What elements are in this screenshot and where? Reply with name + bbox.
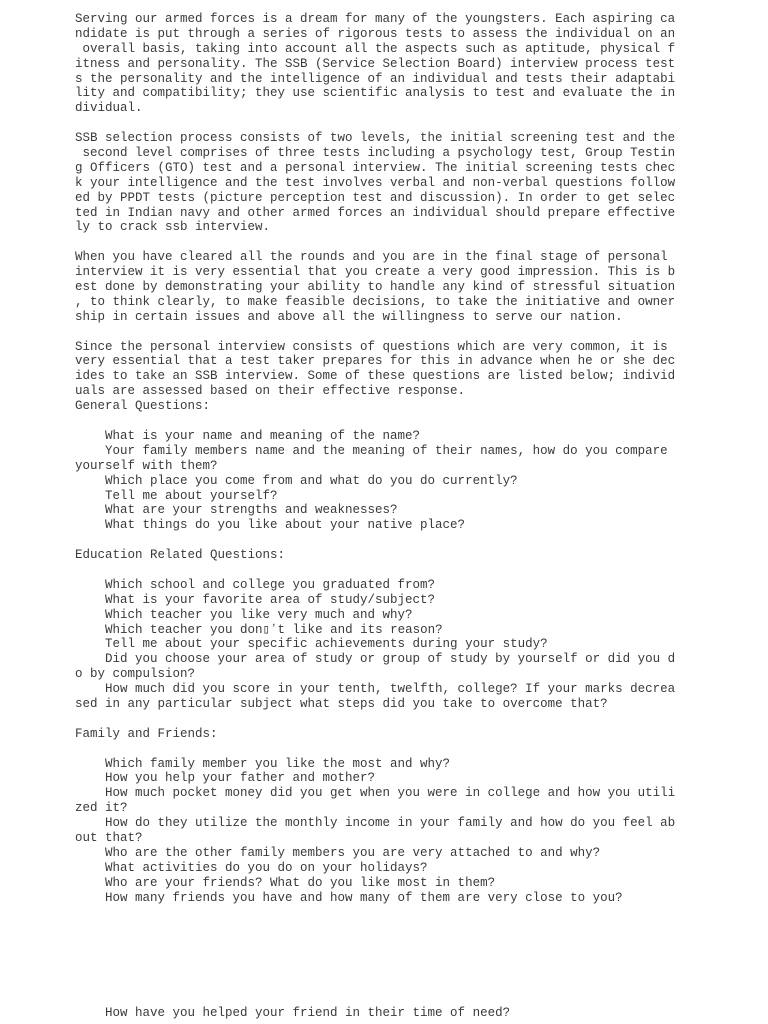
paragraph-gap: [75, 742, 675, 757]
paragraph-gap: [75, 712, 675, 727]
document-line: What is your favorite area of study/subject?: [75, 592, 436, 607]
document-line: sed in any particular subject what steps did you take to overcome that?: [75, 696, 608, 711]
paragraph-gap: [75, 533, 675, 548]
document-line: ship in certain issues and above all the willingness to serve our nation.: [75, 309, 623, 324]
document-line: uals are assessed based on their effective response.: [75, 384, 466, 399]
document-line: Tell me about yourself?: [75, 488, 278, 503]
document-line: ides to take an SSB interview. Some of these questions are listed below; individ: [75, 369, 676, 384]
document-body: [75, 12, 675, 905]
document-line: o by compulsion?: [75, 667, 196, 682]
paragraph-gap: [75, 563, 675, 578]
document-line: s the personality and the intelligence of an individual and tests their adaptabi: [75, 71, 676, 86]
document-line: What is your name and meaning of the name?: [75, 428, 421, 443]
document-line: very essential that a test taker prepares for this in advance when he or she dec: [75, 354, 676, 369]
document-line: Tell me about your specific achievements during your study?: [75, 637, 548, 652]
document-line-bottom: How have you helped your friend in their time of need?: [75, 1006, 511, 1020]
document-line: How many friends you have and how many of them are very close to you?: [75, 890, 623, 905]
document-line: Your family members name and the meaning of their names, how do you compare: [75, 443, 668, 458]
paragraph-gap: [75, 414, 675, 429]
document-line: lity and compatibility; they use scientific analysis to test and evaluate the in: [75, 86, 676, 101]
document-line: ed by PPDT tests (picture perception test and discussion). In order to get selec: [75, 190, 676, 205]
paragraph-gap: [75, 235, 675, 250]
document-line: When you have cleared all the rounds and you are in the final stage of personal: [75, 250, 668, 265]
document-line: est done by demonstrating your ability to handle any kind of stressful situation: [75, 280, 676, 295]
document-line: ndidate is put through a series of rigorous tests to assess the individual on an: [75, 26, 676, 41]
document-line: g Officers (GTO) test and a personal interview. The initial screening tests chec: [75, 160, 676, 175]
document-line: Who are the other family members you are very attached to and why?: [75, 845, 601, 860]
document-line: , to think clearly, to make feasible decisions, to take the initiative and owner: [75, 294, 676, 309]
document-line: Education Related Questions:: [75, 548, 286, 563]
document-line: Family and Friends:: [75, 726, 218, 741]
document-line: Serving our armed forces is a dream for many of the youngsters. Each aspiring ca: [75, 12, 676, 26]
document-line: overall basis, taking into account all the aspects such as aptitude, physical f: [75, 41, 676, 56]
document-line: How you help your father and mother?: [75, 771, 376, 786]
document-line: General Questions:: [75, 399, 211, 414]
document-line: How do they utilize the monthly income in your family and how do you feel ab: [75, 816, 676, 831]
paragraph-gap: [75, 325, 675, 340]
document-line: ly to crack ssb interview.: [75, 220, 271, 235]
document-line: Which family member you like the most and why?: [75, 756, 451, 771]
document-line: Did you choose your area of study or group of study by yourself or did you d: [75, 652, 676, 667]
document-line: out that?: [75, 830, 143, 845]
document-line: What activities do you do on your holidays?: [75, 860, 428, 875]
document-line: Which teacher you don▯ʼt like and its reason?: [75, 622, 443, 637]
document-line: k your intelligence and the test involves verbal and non-verbal questions follow: [75, 175, 676, 190]
document-line: second level comprises of three tests including a psychology test, Group Testin: [75, 146, 676, 161]
document-line: itness and personality. The SSB (Service Selection Board) interview process test: [75, 56, 676, 71]
paragraph-gap: [75, 116, 675, 131]
document-line: Since the personal interview consists of questions which are very common, it is: [75, 339, 668, 354]
document-line: How much pocket money did you get when you were in college and how you utili: [75, 786, 676, 801]
document-line: interview it is very essential that you create a very good impression. This is b: [75, 265, 676, 280]
document-line: yourself with them?: [75, 458, 218, 473]
document-line: ted in Indian navy and other armed forces an individual should prepare effective: [75, 205, 676, 220]
document-line: zed it?: [75, 801, 128, 816]
document-line: SSB selection process consists of two levels, the initial screening test and the: [75, 131, 676, 146]
document-line: How much did you score in your tenth, twelfth, college? If your marks decrea: [75, 682, 676, 697]
document-line: Which school and college you graduated from?: [75, 577, 436, 592]
document-line: What things do you like about your native place?: [75, 518, 466, 533]
document-line: What are your strengths and weaknesses?: [75, 503, 398, 518]
document-line: Which place you come from and what do you do currently?: [75, 473, 518, 488]
document-line: Which teacher you like very much and why?: [75, 607, 413, 622]
document-line: dividual.: [75, 101, 143, 116]
document-line: Who are your friends? What do you like most in them?: [75, 875, 496, 890]
